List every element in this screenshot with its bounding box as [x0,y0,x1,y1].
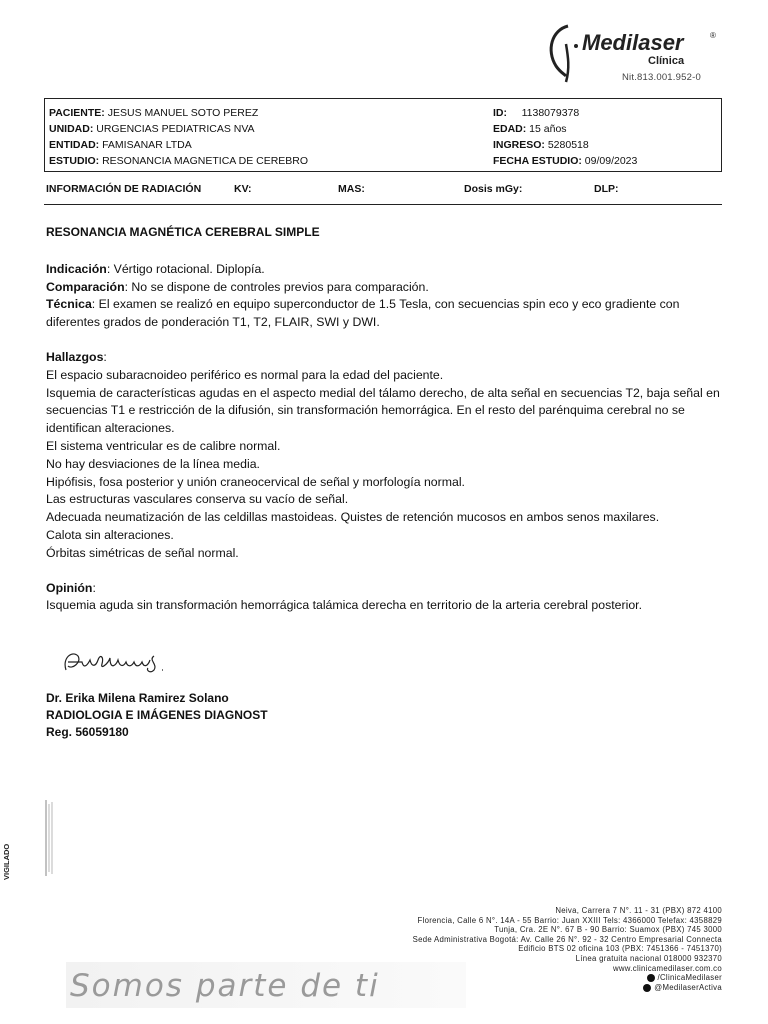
svg-text:®: ® [710,31,716,40]
id-row: ID: 1138079378 [493,107,580,119]
instagram-link[interactable]: @MedilaserActiva [413,983,722,993]
address-line: Tunja, Cra. 2E N°. 67 B - 90 Barrio: Suamox (PBX) 745 3000 [494,925,722,935]
address-line: Florencia, Calle 6 N°. 14A - 55 Barrio: Juan XXIII Tels: 4366000 Telefax: 4358829 [417,915,722,925]
findings-heading: Hallazgos: [46,349,107,364]
facebook-icon [647,974,655,982]
opinion-text: Isquemia aguda sin transformación hemorrágica talámica derecha en territorio de la arteria cerebral posterior. [46,598,643,613]
handwritten-signature [58,640,178,684]
nit-number: Nit.813.001.952-0 [622,72,701,83]
slogan-text: Somos parte de ti [70,968,380,1004]
radiation-info-row [44,175,722,205]
patient-name: JESUS MANUEL SOTO PEREZ [107,107,259,119]
indication: Indicación: Vértigo rotacional. Diplopía. [46,261,265,276]
comparison: Comparación: No se dispone de controles previos para comparación. [46,279,429,294]
kv-label: KV: [234,183,252,195]
age-value: 15 años [529,123,567,135]
radiation-info-label: INFORMACIÓN DE RADIACIÓN [46,183,202,195]
department: RADIOLOGIA E IMÁGENES DIAGNOST [46,708,268,722]
report-body [46,224,726,615]
finding-item: Órbitas simétricas de señal normal. [46,545,239,560]
technique: Técnica: El examen se realizó en equipo superconductor de 1.5 Tesla, con secuencias spin eco y eco gradiente con diferentes grados de ponderación T1, T2, FLAIR, SWI y DWI. [46,297,680,330]
report-title: RESONANCIA MAGNÉTICA CEREBRAL SIMPLE [46,225,320,239]
finding-item: Las estructuras vasculares conserva su vacío de señal. [46,492,349,507]
website[interactable]: www.clinicamedilaser.com.co [612,963,722,973]
finding-item: Isquemia de características agudas en el aspecto medial del tálamo derecho, de alta señal en secuencias T2, baja señal en secuencias T1 e restricción de la difusión, sin transformación hemorrágica. En el resto del parénquima cerebral no se identifican alteraciones. [46,385,720,436]
entity-value: FAMISANAR LTDA [102,139,192,151]
unit-value: URGENCIAS PEDIATRICAS NVA [96,123,255,135]
slogan-banner [66,962,466,1008]
study-value: RESONANCIA MAGNETICA DE CEREBRO [102,155,309,167]
vigilado-label: VIGILADO [2,843,11,880]
supervision-stamp [44,800,56,876]
address-line: Sede Administrativa Bogotá: Av. Calle 26 N°. 92 - 32 Centro Empresarial Connecta [412,934,722,944]
finding-item: El espacio subaracnoideo periférico es normal para la edad del paciente. [46,367,444,382]
address-line: Neiva, Carrera 7 N°. 11 - 31 (PBX) 872 4100 [555,906,722,915]
finding-item: El sistema ventricular es de calibre normal. [46,438,281,453]
finding-item: Hipófisis, fosa posterior y unión craneocervical de señal y morfología normal. [46,474,465,489]
entity-row: ENTIDAD: FAMISANAR LTDA [49,139,192,151]
mas-label: MAS: [338,183,365,195]
finding-item: Adecuada neumatización de las celdillas mastoideas. Quistes de retención mucosos en ambos senos maxilares. [46,510,660,525]
address-line: Edificio BTS 02 oficina 103 (PBX: 7451366 - 7451370) [518,944,722,954]
patient-info-box [44,98,722,172]
patient-info-left [49,105,308,169]
study-date-value: 09/09/2023 [584,155,638,167]
age-row: EDAD: 15 años [493,123,567,135]
unit-row: UNIDAD: URGENCIAS PEDIATRICAS NVA [49,123,255,135]
patient-info-right [493,105,637,169]
doctor-name: Dr. Erika Milena Ramirez Solano [46,691,229,705]
admission-row: INGRESO: 5280518 [493,139,589,151]
finding-item: No hay desviaciones de la línea media. [46,456,260,471]
logo-brand: Medilaser [582,30,684,55]
address-line: Línea gratuita nacional 018000 932370 [575,953,722,963]
study-date-row: FECHA ESTUDIO: 09/09/2023 [493,155,638,167]
dlp-label: DLP: [594,183,619,195]
finding-item: Calota sin alteraciones. [46,527,174,542]
instagram-icon [643,984,651,992]
registration-number: Reg. 56059180 [46,725,129,739]
study-row: ESTUDIO: RESONANCIA MAGNETICA DE CEREBRO [49,155,309,167]
facebook-link[interactable]: /ClinicaMedilaser [413,973,722,983]
dose-label: Dosis mGy: [464,183,523,195]
signature-block [46,690,268,741]
patient-row: PACIENTE: JESUS MANUEL SOTO PEREZ [49,107,259,119]
logo-sub: Clínica [648,55,685,67]
opinion-heading: Opinión: [46,580,96,595]
id-value: 1138079378 [521,107,580,119]
admission-value: 5280518 [547,139,589,151]
